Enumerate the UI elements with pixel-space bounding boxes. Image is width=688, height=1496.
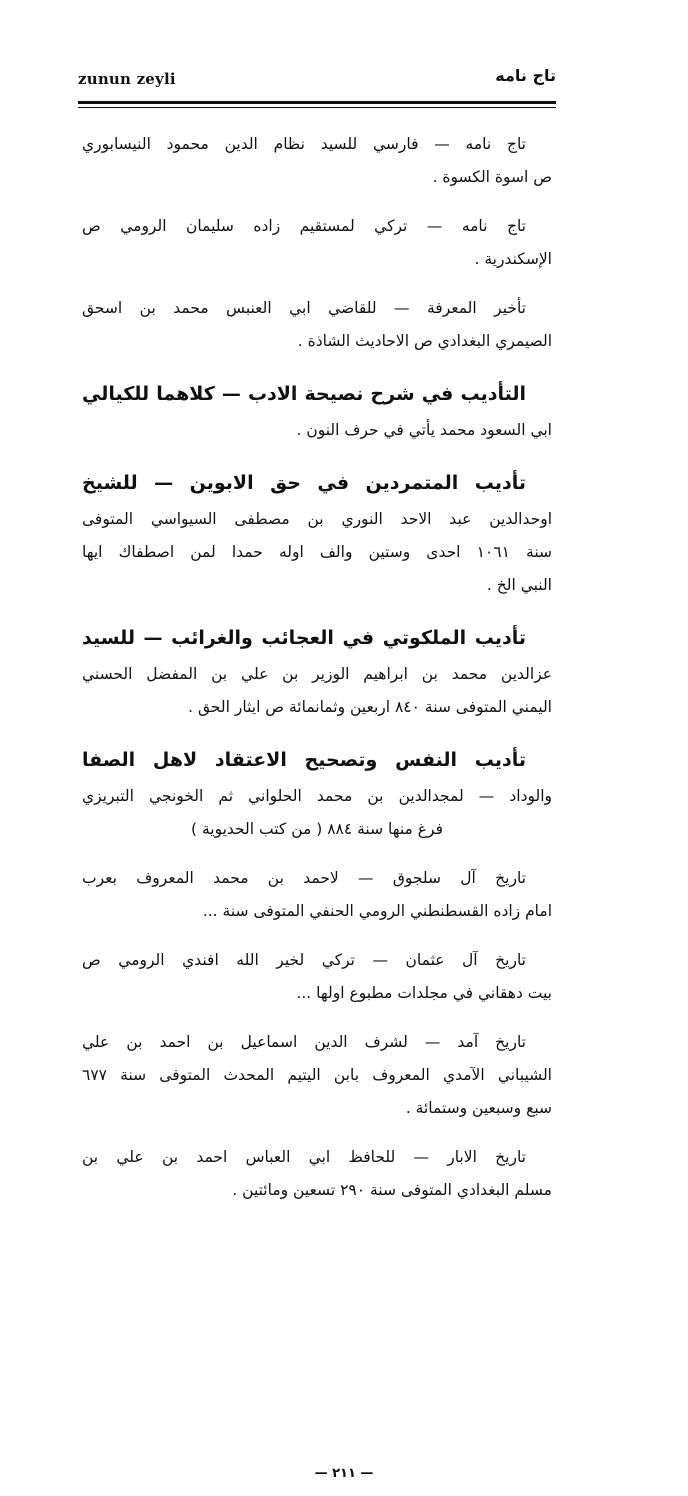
entry-takhir-al-marifa bbox=[82, 292, 552, 358]
entry-line: امام زاده القسطنطني الرومي الحنفي المتوفى سنة ... bbox=[202, 902, 552, 920]
entry-tadib-al-nafs bbox=[82, 740, 552, 846]
entry-line: الشيباني الآمدي المعروف بابن اليتيم المحدث المتوفى سنة ٦٧٧ bbox=[82, 1066, 552, 1084]
entry-line: التأديب في شرح نصيحة الادب — كلاهما للكيالي bbox=[82, 383, 526, 405]
entry-line: الإسكندرية . bbox=[474, 250, 552, 268]
entry-tarikh-amid bbox=[82, 1026, 552, 1125]
entry-tarikh-al-abbar bbox=[82, 1141, 552, 1207]
entry-line: تاج نامه — فارسي للسيد نظام الدين محمود النيسابوري bbox=[82, 135, 526, 153]
entry-line: بيت دهقاني في مجلدات مطبوع اولها ... bbox=[296, 984, 552, 1002]
entry-line: تأديب المتمردين في حق الابوين — للشيخ bbox=[82, 472, 526, 494]
entry-line: تاريخ الابار — للحافظ ابي العباس احمد بن علي بن bbox=[82, 1148, 526, 1166]
entry-line: اليمني المتوفى سنة ٨٤٠ اربعين وثمانمائة ص ايثار الحق . bbox=[188, 698, 552, 716]
entry-tarikh-al-saljuq bbox=[82, 862, 552, 928]
entry-line: الصيمري البغدادي ص الاحاديث الشاذة . bbox=[297, 332, 552, 350]
entry-taj-nameh-farsi bbox=[82, 128, 552, 194]
header-right-title: تاج نامه bbox=[495, 66, 556, 85]
entry-list bbox=[82, 128, 552, 1223]
entry-taj-nameh-turki bbox=[82, 210, 552, 276]
entry-tadib-al-mutamarridin bbox=[82, 463, 552, 602]
running-header bbox=[78, 66, 556, 96]
entry-line: تاريخ آل سلجوق — لاحمد بن محمد المعروف بعرب bbox=[82, 869, 526, 887]
entry-line: تأخير المعرفة — للقاضي ابي العنبس محمد بن اسحق bbox=[82, 299, 526, 317]
header-rule-thin bbox=[78, 107, 556, 108]
entry-tarikh-al-uthman bbox=[82, 944, 552, 1010]
entry-line: والوداد — لمجدالدين بن محمد الحلواني ثم الخونجي التبريزي bbox=[82, 787, 552, 805]
entry-line: اوحدالدين عبد الاحد النوري بن مصطفى السيواسي المتوفى bbox=[82, 510, 552, 528]
entry-line: فرغ منها سنة ٨٨٤ ( من كتب الحديوية ) bbox=[190, 820, 444, 838]
entry-line: النبي الخ . bbox=[486, 576, 552, 594]
entry-tadib-al-malakuti bbox=[82, 618, 552, 724]
entry-line: ص اسوة الكسوة . bbox=[432, 168, 552, 186]
entry-line: تأديب النفس وتصحيح الاعتقاد لاهل الصفا bbox=[82, 749, 526, 771]
entry-line: عزالدين محمد بن ابراهيم الوزير بن علي بن المفضل الحسني bbox=[82, 665, 552, 683]
entry-line: مسلم البغدادي المتوفى سنة ٢٩٠ تسعين ومائتين . bbox=[232, 1181, 552, 1199]
entry-line: سنة ١٠٦١ احدى وستين والف اوله حمدا لمن اصطفاك ايها bbox=[82, 543, 552, 561]
entry-line: تاج نامه — تركي لمستقيم زاده سليمان الرومي ص bbox=[82, 217, 526, 235]
entry-line: تأديب الملكوتي في العجائب والغرائب — للسيد bbox=[82, 627, 526, 649]
entry-line: سبع وسبعين وستمائة . bbox=[405, 1099, 552, 1117]
header-rule-thick bbox=[78, 101, 556, 104]
entry-al-tadib-fi-sharh bbox=[82, 374, 552, 447]
entry-line: تاريخ آل عثمان — تركي لخير الله افندي الرومي ص bbox=[82, 951, 526, 969]
entry-line: تاريخ آمد — لشرف الدين اسماعيل بن احمد بن علي bbox=[82, 1033, 526, 1051]
entry-line: ابي السعود محمد يأتي في حرف النون . bbox=[296, 421, 552, 439]
page-number: — ٢١١ — bbox=[314, 1466, 374, 1481]
header-left-title: zunun zeyli bbox=[78, 70, 176, 88]
